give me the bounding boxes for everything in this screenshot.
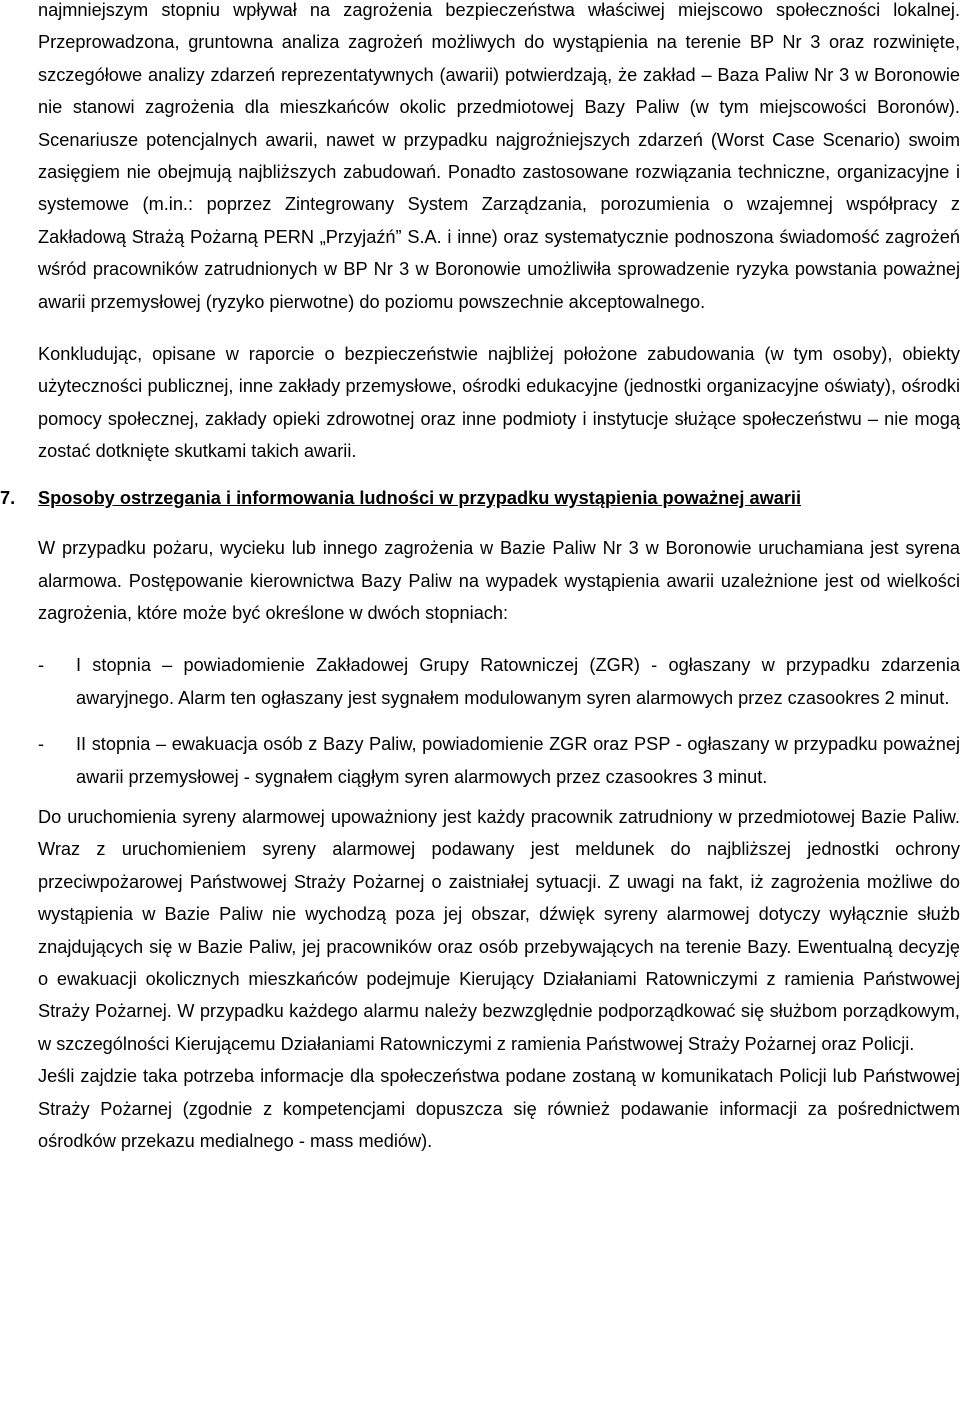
bullet-dash: - [38,734,45,755]
alarm-level-2-text: II stopnia – ewakuacja osób z Bazy Paliw, powiadomienie ZGR oraz PSP - ogłaszany w przypadku poważnej awarii przemysłowej - sygnałem ciągłym syren alarmowych przez czasookres 3 minut. [76,734,960,787]
bullet-dash: - [38,655,45,676]
section-number: 7. [0,487,16,508]
section-title: Sposoby ostrzegania i informowania ludności w przypadku wystąpienia poważnej awarii [38,487,802,508]
section-heading [0,482,960,514]
alarm-level-1-text: I stopnia – powiadomienie Zakładowej Grupy Ratowniczej (ZGR) - ogłaszany w przypadku zdarzenia awaryjnego. Alarm ten ogłaszany jest sygnałem modulowanym syren alarmowych przez czasookres 2 minut. [76,655,960,708]
authority-paragraph: Do uruchomienia syreny alarmowej upoważniony jest każdy pracownik zatrudniony w przedmiotowej Bazie Paliw. Wraz z uruchomieniem syreny alarmowej podawany jest meldunek do najbliższej jednostki ochrony przeciwpożarowej Państwowej Straży Pożarnej o zaistniałej sytuacji. Z uwagi na fakt, iż zagrożenia możliwe do wystąpienia w Bazie Paliw nie wychodzą poza jej obszar, dźwięk syreny alarmowej dotyczy wyłącznie służb znajdujących się w Bazie Paliw, jej pracowników oraz osób przebywających na terenie Bazy. Ewentualną decyzję o ewakuacji okolicznych mieszkańców podejmuje Kierujący Działaniami Ratowniczymi z ramienia Państwowej Straży Pożarnej. W przypadku każdego alarmu należy bezwzględnie podporządkować się służbom porządkowym, w szczególności Kierującemu Działaniami Ratowniczymi z ramienia Państwowej Straży Pożarnej oraz Policji. [38,806,960,1054]
siren-paragraph: W przypadku pożaru, wycieku lub innego zagrożenia w Bazie Paliw Nr 3 w Boronowie uruchamiana jest syrena alarmowa. Postępowanie kierownictwa Bazy Paliw na wypadek wystąpienia awarii uzależnione jest od wielkości zagrożenia, które może być określone w dwóch stopniach: [38,538,960,623]
conclusion-paragraph: Konkludując, opisane w raporcie o bezpieczeństwie najbliżej położone zabudowania (w tym osoby), obiekty użyteczności publicznej, inne zakłady przemysłowe, ośrodki edukacyjne (jednostki organizacyjne oświaty), ośrodki pomocy społecznej, zakłady opieki zdrowotnej oraz inne podmioty i instytucje służące społeczeństwu – nie mogą zostać dotknięte skutkami takich awarii. [38,344,960,462]
intro-paragraph: najmniejszym stopniu wpływał na zagrożenia bezpieczeństwa właściwej miejscowo społeczności lokalnej. Przeprowadzona, gruntowna analiza zagrożeń możliwych do wystąpienia na terenie BP Nr 3 oraz rozwinięte, szczegółowe analizy zdarzeń reprezentatywnych (awarii) potwierdzają, że zakład – Baza Paliw Nr 3 w Boronowie nie stanowi zagrożenia dla mieszkańców okolic przedmiotowej Bazy Paliw (w tym miejscowości Boronów). Scenariusze potencjalnych awarii, nawet w przypadku najgroźniejszych zdarzeń (Worst Case Scenario) swoim zasięgiem nie obejmują najbliższych zabudowań. Ponadto zastosowane rozwiązania techniczne, organizacyjne i systemowe (m.in.: poprzez Zintegrowany System Zarządzania, porozumienia o wzajemnej współpracy z Zakładową Strażą Pożarną PERN „Przyjaźń” S.A. i inne) oraz systematycznie podnoszona świadomość zagrożeń wśród pracowników zatrudnionych w BP Nr 3 w Boronowie umożliwiła sprowadzenie ryzyka powstania poważnej awarii przemysłowej (ryzyko pierwotne) do poziomu powszechnie akceptowalnego. [38,0,960,312]
alarm-level-list-item [38,728,960,793]
alarm-level-list-item [38,649,960,714]
final-paragraph: Jeśli zajdzie taka potrzeba informacje dla społeczeństwa podane zostaną w komunikatach Policji lub Państwowej Straży Pożarnej (zgodnie z kompetencjami dopuszcza się również podawanie informacji za pośrednictwem ośrodków przekazu medialnego - mass mediów). [38,1066,960,1151]
